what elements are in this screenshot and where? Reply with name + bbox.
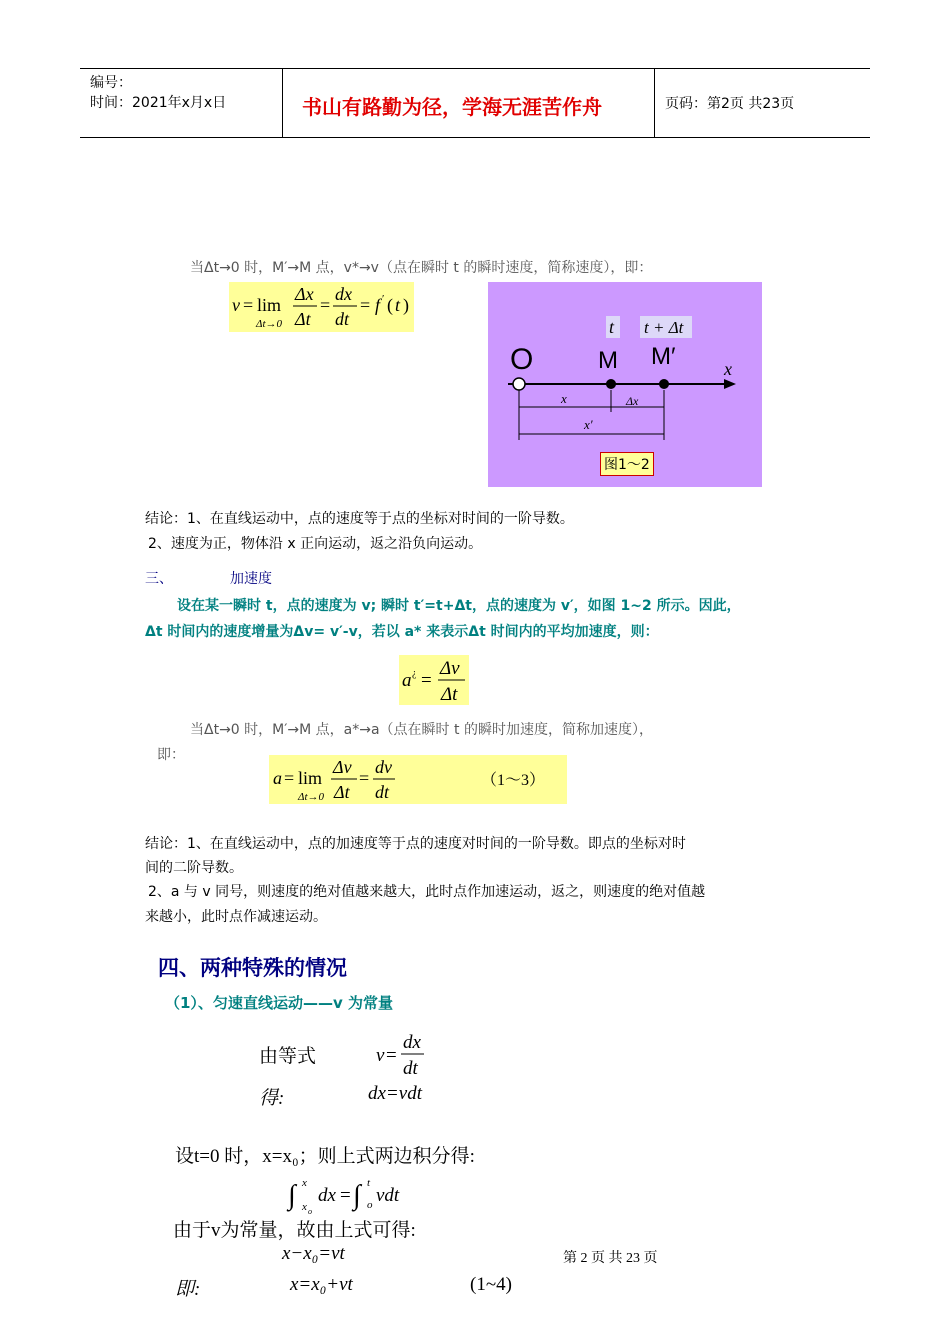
svg-text:′: ′ bbox=[382, 293, 385, 305]
axis-arrow-icon bbox=[724, 379, 736, 389]
set-condition-text: 设t=0 时，x=x₀；则上式两边积分得: bbox=[175, 1146, 475, 1167]
origin-point bbox=[513, 378, 525, 390]
time-t-label: t bbox=[609, 317, 615, 337]
svg-text:v: v bbox=[232, 295, 240, 315]
svg-text:o: o bbox=[308, 1207, 312, 1216]
section3-title: 加速度 bbox=[230, 571, 272, 587]
svg-text:t: t bbox=[395, 295, 401, 315]
svg-text:=: = bbox=[340, 1185, 351, 1206]
eq1-formula bbox=[372, 1030, 432, 1080]
svg-text:x: x bbox=[302, 1177, 307, 1189]
svg-text:dt: dt bbox=[335, 309, 350, 329]
svg-text:lim: lim bbox=[298, 768, 323, 788]
svg-text:Δv: Δv bbox=[440, 658, 460, 679]
accel-eq-number: （1～3） bbox=[481, 772, 546, 789]
from-eq-label: 由等式 bbox=[259, 1046, 317, 1067]
axis-label: x bbox=[724, 359, 732, 379]
point-m bbox=[606, 379, 616, 389]
svg-text:=: = bbox=[386, 1045, 397, 1066]
svg-text:Δt→0: Δt→0 bbox=[256, 318, 283, 330]
velocity-formula-box bbox=[229, 282, 414, 332]
section4-heading: 四、两种特殊的情况 bbox=[158, 956, 347, 980]
figure-1-2 bbox=[488, 282, 762, 487]
svg-text:Δt: Δt bbox=[334, 782, 350, 802]
avg-accel-formula bbox=[399, 655, 469, 705]
svg-text:¿: ¿ bbox=[412, 668, 417, 679]
section4-sub1: （1）、匀速直线运动——v 为常量 bbox=[165, 994, 393, 1012]
svg-text:t: t bbox=[367, 1177, 371, 1189]
svg-text:Δt: Δt bbox=[295, 309, 311, 329]
svg-text:f: f bbox=[375, 295, 381, 315]
conclusion1-line2: 2、速度为正，物体沿 x 正向运动，返之沿负向运动。 bbox=[148, 536, 483, 552]
svg-text:lim: lim bbox=[257, 295, 282, 315]
svg-text:dv: dv bbox=[375, 757, 392, 777]
integral-formula bbox=[286, 1172, 416, 1220]
section3-number: 三、 bbox=[145, 571, 173, 587]
svg-text:): ) bbox=[403, 295, 409, 315]
ie-label: 即: bbox=[175, 1279, 201, 1300]
accel-limit-intro2: 即： bbox=[157, 747, 185, 763]
svg-text:=: = bbox=[359, 768, 370, 788]
get-label: 得: bbox=[259, 1088, 285, 1109]
svg-text:a: a bbox=[273, 768, 282, 788]
velocity-formula bbox=[229, 282, 414, 332]
section3-para-line1: 设在某一瞬时 t，点的速度为 v; 瞬时 t′=t+Δt，点的速度为 v′，如图 1~2 所示。因此， bbox=[177, 598, 741, 614]
svg-text:a: a bbox=[402, 670, 412, 691]
svg-text:dx: dx bbox=[335, 284, 352, 304]
conclusion2-line4: 来越小，此时点作减速运动。 bbox=[145, 909, 327, 925]
avg-accel-formula-box bbox=[399, 655, 469, 705]
conclusion2-line1: 结论：1、在直线运动中，点的加速度等于点的速度对时间的一阶导数。即点的坐标对时 bbox=[145, 836, 686, 852]
segment-x-label: x bbox=[561, 391, 567, 406]
serial-label: 编号： bbox=[90, 75, 132, 91]
svg-text:=: = bbox=[284, 768, 295, 788]
svg-text:∫: ∫ bbox=[353, 1180, 361, 1211]
time-t-dt-label: t + Δt bbox=[644, 318, 684, 337]
header-page-info: 页码：第2页 共23页 bbox=[665, 96, 795, 112]
segment-dx-label: Δx bbox=[626, 394, 639, 408]
svg-text:x: x bbox=[302, 1201, 307, 1213]
figure-caption: 图1～2 bbox=[600, 452, 654, 476]
eq4-formula: x=x₀+vt bbox=[290, 1274, 353, 1295]
page-header bbox=[80, 68, 870, 138]
svg-text:vdt: vdt bbox=[376, 1185, 400, 1206]
svg-text:(: ( bbox=[387, 295, 393, 315]
svg-text:dx: dx bbox=[318, 1185, 336, 1206]
accel-limit-intro1: 当Δt→0 时，M′→M 点，a*→a（点在瞬时 t 的瞬时加速度，简称加速度）， bbox=[190, 722, 653, 738]
svg-text:=: = bbox=[360, 295, 371, 315]
segment-x-prime-label: x′ bbox=[584, 417, 593, 432]
svg-text:=: = bbox=[421, 670, 432, 691]
point-m-label: M bbox=[598, 347, 618, 374]
header-divider bbox=[282, 69, 283, 137]
svg-text:v: v bbox=[376, 1045, 385, 1066]
svg-text:o: o bbox=[367, 1199, 373, 1211]
header-motto: 书山有路勤为径，学海无涯苦作舟 bbox=[302, 95, 602, 119]
footer-page-note: 第 2 页 共 23 页 bbox=[563, 1251, 658, 1266]
header-meta bbox=[90, 73, 226, 113]
svg-text:=: = bbox=[243, 295, 254, 315]
velocity-limit-intro: 当Δt→0 时，M′→M 点，v*→v（点在瞬时 t 的瞬时速度，简称速度），即： bbox=[190, 260, 653, 276]
point-m-prime-label: M′ bbox=[651, 343, 676, 370]
eq4-number: (1~4) bbox=[470, 1274, 512, 1295]
svg-text:=: = bbox=[320, 295, 331, 315]
conclusion2-line3: 2、a 与 v 同号，则速度的绝对值越来越大，此时点作加速运动，返之，则速度的绝对值越 bbox=[148, 884, 706, 900]
conclusion2-line2: 间的二阶导数。 bbox=[145, 860, 243, 876]
eq2-formula: dx=vdt bbox=[368, 1083, 422, 1104]
section3-para-line2: Δt 时间内的速度增量为Δv= v′-v，若以 a* 来表示Δt 时间内的平均加速度，则： bbox=[145, 624, 659, 640]
svg-text:dx: dx bbox=[403, 1032, 421, 1053]
svg-text:dt: dt bbox=[403, 1058, 418, 1079]
since-text: 由于v为常量，故由上式可得: bbox=[173, 1220, 416, 1241]
point-m-prime bbox=[659, 379, 669, 389]
accel-formula-box bbox=[269, 755, 567, 804]
svg-text:Δx: Δx bbox=[295, 284, 314, 304]
date-label: 时间：2021年x月x日 bbox=[90, 95, 227, 111]
eq3-formula: x−x₀=vt bbox=[282, 1243, 345, 1264]
header-divider bbox=[654, 69, 655, 137]
origin-label: O bbox=[510, 343, 534, 376]
svg-text:∫: ∫ bbox=[288, 1180, 296, 1211]
svg-text:Δv: Δv bbox=[333, 757, 352, 777]
conclusion1-line1: 结论：1、在直线运动中，点的速度等于点的坐标对时间的一阶导数。 bbox=[145, 511, 574, 527]
svg-text:dt: dt bbox=[375, 782, 390, 802]
svg-text:Δt: Δt bbox=[441, 684, 458, 705]
svg-text:Δt→0: Δt→0 bbox=[298, 791, 325, 803]
